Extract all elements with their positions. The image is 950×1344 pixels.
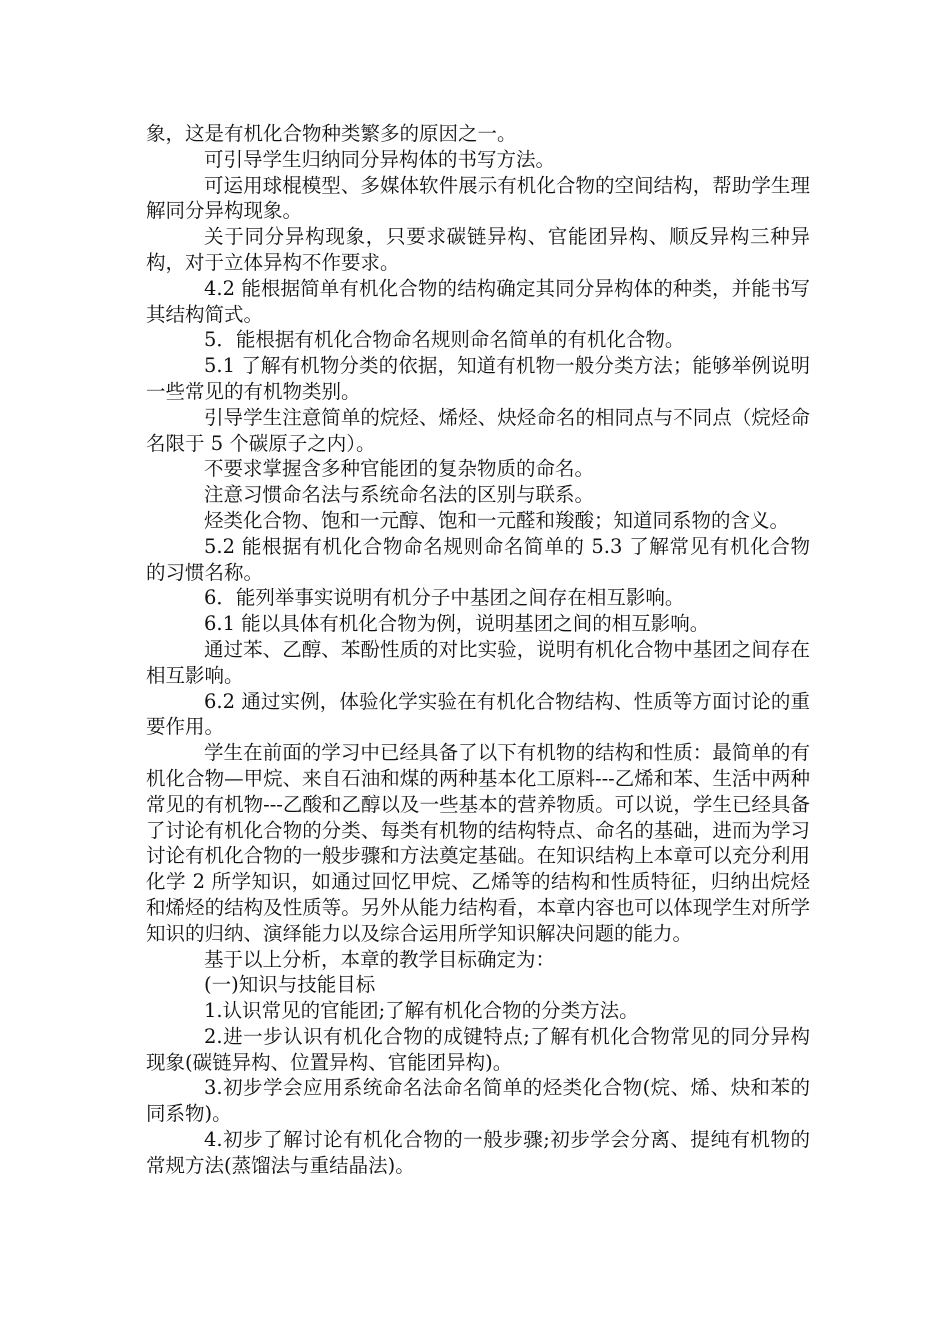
paragraph: 关于同分异构现象，只要求碳链异构、官能团异构、顺反异构三种异构，对于立体异构不作要求。 bbox=[146, 225, 810, 274]
paragraph: 2.进一步认识有机化合物的成键特点;了解有机化合物常见的同分异构现象(碳链异构、位置异构、官能团异构)。 bbox=[146, 1024, 810, 1074]
paragraph: 5．能根据有机化合物命名规则命名简单的有机化合物。 bbox=[204, 328, 685, 352]
paragraph: 注意习惯命名法与系统命名法的区别与联系。 bbox=[204, 483, 595, 507]
paragraph: 引导学生注意简单的烷烃、烯烃、炔烃命名的相同点与不同点（烷烃命名限于 5 个碳原子之内）。 bbox=[146, 405, 810, 455]
paragraph: 6.2 通过实例，体验化学实验在有机化合物结构、性质等方面讨论的重要作用。 bbox=[146, 689, 810, 739]
paragraph: 5.1 了解有机物分类的依据，知道有机物一般分类方法；能够举例说明一些常见的有机物类别。 bbox=[146, 354, 810, 403]
document-body bbox=[146, 121, 810, 1179]
paragraph: 6.1 能以具体有机化合物为例，说明基团之间的相互影响。 bbox=[204, 612, 710, 636]
paragraph: 6．能列举事实说明有机分子中基团之间存在相互影响。 bbox=[204, 586, 685, 610]
paragraph: 5.2 能根据有机化合物命名规则命名简单的 5.3 了解常见有机化合物的习惯名称。 bbox=[146, 534, 810, 584]
paragraph: 学生在前面的学习中已经具备了以下有机物的结构和性质：最简单的有机化合物—甲烷、来自石油和煤的两种基本化工原料---乙烯和苯、生活中两种常见的有机物---乙酸和乙醇以及一些基本的营养物质。可以说，学生已经具备了讨论有机化合物的分类、每类有机物的结构特点、命名的基础，进而为学习讨论有机化合物的一般步骤和方法奠定基础。在知识结构上本章可以充分利用化学 2 所学知识，如通过回忆甲烷、乙烯等的结构和性质特征，归纳出烷烃和烯烃的结构及性质等。另外从能力结构看，本章内容也可以体现学生对所学知识的归纳、演绎能力以及综合运用所学知识解决问题的能力。 bbox=[146, 741, 810, 945]
paragraph: 可运用球棍模型、多媒体软件展示有机化合物的空间结构，帮助学生理解同分异构现象。 bbox=[146, 173, 810, 223]
paragraph: 1.认识常见的官能团;了解有机化合物的分类方法。 bbox=[204, 999, 639, 1023]
paragraph: 不要求掌握含多种官能团的复杂物质的命名。 bbox=[204, 457, 595, 481]
paragraph: 烃类化合物、饱和一元醇、饱和一元醛和羧酸；知道同系物的含义。 bbox=[204, 508, 790, 532]
paragraph: 通过苯、乙醇、苯酚性质的对比实验，说明有机化合物中基团之间存在相互影响。 bbox=[146, 637, 810, 687]
paragraph: 基于以上分析，本章的教学目标确定为： bbox=[204, 947, 556, 971]
paragraph: 4.2 能根据简单有机化合物的结构确定其同分异构体的种类，并能书写其结构简式。 bbox=[146, 276, 810, 326]
paragraph: 象，这是有机化合物种类繁多的原因之一。 bbox=[146, 122, 517, 145]
paragraph: 4.初步了解讨论有机化合物的一般步骤;初步学会分离、提纯有机物的常规方法(蒸馏法与重结晶法)。 bbox=[146, 1128, 810, 1177]
paragraph: (一)知识与技能目标 bbox=[204, 973, 376, 997]
paragraph: 3.初步学会应用系统命名法命名简单的烃类化合物(烷、烯、炔和苯的同系物)。 bbox=[146, 1076, 810, 1126]
paragraph: 可引导学生归纳同分异构体的书写方法。 bbox=[204, 147, 556, 171]
